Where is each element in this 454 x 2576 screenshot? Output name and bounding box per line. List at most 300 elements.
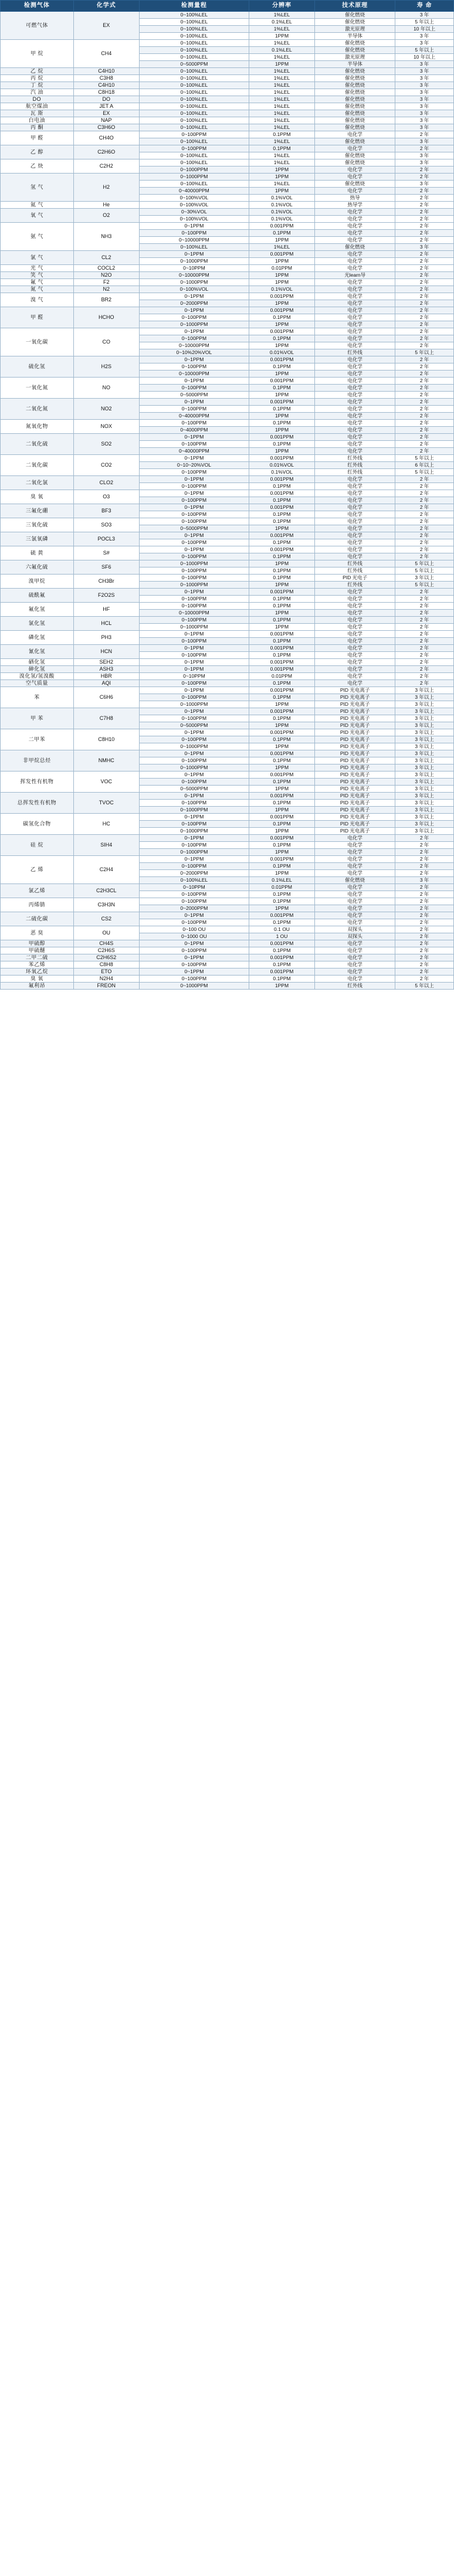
range-cell: 0~1000PPM [139, 258, 249, 265]
technology-cell: PID 光电离子 [315, 722, 395, 729]
range-cell: 0~100PPM [139, 842, 249, 849]
range-cell: 0~2000PPM [139, 905, 249, 912]
lifetime-cell: 2 年 [395, 237, 454, 244]
resolution-cell: 1%LEL [249, 103, 314, 110]
technology-cell: 电化学 [315, 230, 395, 237]
resolution-cell: 0.01%VOL [249, 462, 314, 469]
lifetime-cell: 3 年 [395, 181, 454, 188]
resolution-cell: 0.01%VOL [249, 349, 314, 356]
range-cell: 0~40000PPM [139, 413, 249, 420]
range-cell: 0~2000PPM [139, 870, 249, 877]
range-cell: 0~10000PPM [139, 342, 249, 349]
range-cell: 0~100%LEL [139, 68, 249, 75]
technology-cell: 电化学 [315, 335, 395, 342]
formula-cell: FREON [73, 983, 139, 990]
lifetime-cell: 2 年 [395, 216, 454, 223]
technology-cell: 电化学 [315, 976, 395, 983]
lifetime-cell: 5 年以上 [395, 560, 454, 567]
range-cell: 0~1PPM [139, 814, 249, 821]
lifetime-cell: 3 年 [395, 110, 454, 117]
lifetime-cell: 2 年 [395, 209, 454, 216]
table-row [1, 420, 454, 427]
gas-name-cell: 氟 气 [1, 279, 74, 286]
technology-cell: PID 光电离子 [315, 757, 395, 764]
table-row [1, 983, 454, 990]
range-cell: 0~100%LEL [139, 96, 249, 103]
table-row [1, 75, 454, 82]
resolution-cell: 1PPM [249, 525, 314, 532]
resolution-cell: 1%LEL [249, 124, 314, 131]
technology-cell: 电化学 [315, 476, 395, 483]
resolution-cell: 0.1PPM [249, 976, 314, 983]
lifetime-cell: 10 年以上 [395, 26, 454, 33]
lifetime-cell: 2 年 [395, 504, 454, 511]
lifetime-cell: 5 年以上 [395, 455, 454, 462]
technology-cell: 电化学 [315, 912, 395, 919]
technology-cell: 催化燃烧 [315, 124, 395, 131]
technology-cell: 电化学 [315, 539, 395, 546]
table-row [1, 96, 454, 103]
gas-name-cell: 氦 气 [1, 202, 74, 209]
technology-cell: 电化学 [315, 891, 395, 898]
range-cell: 0~100%LEL [139, 138, 249, 145]
technology-cell: 电化学 [315, 483, 395, 490]
lifetime-cell: 3 年以上 [395, 736, 454, 743]
technology-cell: 双探头 [315, 933, 395, 940]
gas-name-cell: 溴甲烷 [1, 575, 74, 589]
gas-name-cell: 硫化氢 [1, 356, 74, 378]
range-cell: 0~1PPM [139, 687, 249, 694]
table-row [1, 947, 454, 954]
table-row [1, 940, 454, 947]
range-cell: 0~1PPM [139, 659, 249, 666]
technology-cell: 催化燃烧 [315, 877, 395, 884]
technology-cell: 电化学 [315, 188, 395, 195]
table-row [1, 575, 454, 582]
gas-name-cell: 二氧化氯 [1, 476, 74, 490]
lifetime-cell: 5 年以上 [395, 349, 454, 356]
resolution-cell: 0.1PPM [249, 230, 314, 237]
technology-cell: 电化学 [315, 314, 395, 321]
gas-name-cell: 二甲二硫 [1, 954, 74, 961]
formula-cell: ETO [73, 968, 139, 976]
range-cell: 0~1000PPM [139, 166, 249, 174]
technology-cell: 红外线 [315, 567, 395, 575]
formula-cell: NAP [73, 117, 139, 124]
lifetime-cell: 2 年 [395, 406, 454, 413]
resolution-cell: 1PPM [249, 321, 314, 328]
range-cell: 0~1PPM [139, 356, 249, 363]
resolution-cell: 0.001PPM [249, 954, 314, 961]
gas-name-cell: 挥发性有机物 [1, 772, 74, 793]
lifetime-cell: 2 年 [395, 666, 454, 673]
lifetime-cell: 2 年 [395, 342, 454, 349]
technology-cell: 催化燃烧 [315, 12, 395, 19]
resolution-cell: 1PPM [249, 828, 314, 835]
technology-cell: 电化学 [315, 546, 395, 553]
table-row [1, 666, 454, 673]
technology-cell: 电化学 [315, 265, 395, 272]
table-row [1, 399, 454, 406]
formula-cell: OU [73, 926, 139, 940]
range-cell: 0~1PPM [139, 589, 249, 596]
gas-name-cell: 可燃气体 [1, 12, 74, 40]
technology-cell: 电化学 [315, 532, 395, 539]
resolution-cell: 1PPM [249, 174, 314, 181]
gas-name-cell: 臭 氧 [1, 976, 74, 983]
resolution-cell: 1PPM [249, 413, 314, 420]
resolution-cell: 0.001PPM [249, 307, 314, 314]
table-row [1, 328, 454, 335]
lifetime-cell: 3 年以上 [395, 575, 454, 582]
table-header-row [1, 1, 454, 12]
technology-cell: PID 光电离子 [315, 807, 395, 814]
technology-cell: 电化学 [315, 511, 395, 518]
lifetime-cell: 3 年以上 [395, 750, 454, 757]
gas-name-cell: 溴化氢/氢溴酸 [1, 673, 74, 680]
range-cell: 0~100 OU [139, 926, 249, 933]
table-row [1, 378, 454, 385]
resolution-cell: 0.001PPM [249, 328, 314, 335]
technology-cell: 激光原理 [315, 54, 395, 61]
range-cell: 0~100PPM [139, 961, 249, 968]
range-cell: 0~1PPM [139, 378, 249, 385]
table-row [1, 856, 454, 863]
gas-name-cell: 一氧化氮 [1, 378, 74, 399]
resolution-cell: 0.1PPM [249, 863, 314, 870]
resolution-cell: 0.1PPM [249, 757, 314, 764]
range-cell: 0~100%VOL [139, 216, 249, 223]
technology-cell: PID 光电离子 [315, 786, 395, 793]
gas-name-cell: 甲 醛 [1, 131, 74, 145]
lifetime-cell: 2 年 [395, 532, 454, 539]
formula-cell: C3H3N [73, 898, 139, 912]
technology-cell: 半导体 [315, 61, 395, 68]
formula-cell: SO3 [73, 518, 139, 532]
resolution-cell: 0.1PPM [249, 511, 314, 518]
lifetime-cell: 3 年以上 [395, 764, 454, 772]
technology-cell: 电化学 [315, 638, 395, 645]
resolution-cell: 0.1PPM [249, 314, 314, 321]
gas-name-cell: 乙 醇 [1, 145, 74, 159]
range-cell: 0~100%LEL [139, 47, 249, 54]
resolution-cell: 0.1PPM [249, 497, 314, 504]
resolution-cell: 1PPM [249, 624, 314, 631]
formula-cell: O3 [73, 490, 139, 504]
resolution-cell: 1PPM [249, 764, 314, 772]
formula-cell: C8H18 [73, 89, 139, 96]
resolution-cell: 1%LEL [249, 138, 314, 145]
technology-cell: 电化学 [315, 300, 395, 307]
technology-cell: 电化学 [315, 378, 395, 385]
range-cell: 0~100%LEL [139, 244, 249, 251]
gas-name-cell: 氢 气 [1, 174, 74, 202]
range-cell: 0~1PPM [139, 750, 249, 757]
range-cell: 0~1PPM [139, 476, 249, 483]
technology-cell: 激光原理 [315, 26, 395, 33]
lifetime-cell: 2 年 [395, 441, 454, 448]
table-row [1, 117, 454, 124]
range-cell: 0~100PPM [139, 539, 249, 546]
technology-cell: 电化学 [315, 673, 395, 680]
range-cell: 0~100%LEL [139, 103, 249, 110]
resolution-cell: 1PPM [249, 300, 314, 307]
resolution-cell: 0.1PPM [249, 567, 314, 575]
formula-cell: C6H6 [73, 687, 139, 708]
lifetime-cell: 3 年以上 [395, 793, 454, 800]
header-lifetime: 寿 命 [395, 1, 454, 12]
technology-cell: PID 光电离子 [315, 729, 395, 736]
technology-cell: 催化燃烧 [315, 19, 395, 26]
table-row [1, 560, 454, 567]
lifetime-cell: 2 年 [395, 589, 454, 596]
lifetime-cell: 3 年 [395, 244, 454, 251]
lifetime-cell: 2 年 [395, 427, 454, 434]
lifetime-cell: 2 年 [395, 174, 454, 181]
resolution-cell: 0.1PPM [249, 800, 314, 807]
range-cell: 0~100PPM [139, 947, 249, 954]
resolution-cell: 1%LEL [249, 181, 314, 188]
lifetime-cell: 2 年 [395, 905, 454, 912]
lifetime-cell: 5 年以上 [395, 567, 454, 575]
lifetime-cell: 2 年 [395, 961, 454, 968]
lifetime-cell: 2 年 [395, 940, 454, 947]
technology-cell: 电化学 [315, 666, 395, 673]
technology-cell: 热导 [315, 195, 395, 202]
gas-name-cell: 甲 烷 [1, 40, 74, 68]
gas-name-cell: 航空煤油 [1, 103, 74, 110]
resolution-cell: 0.1PPM [249, 715, 314, 722]
technology-cell: 电化学 [315, 659, 395, 666]
lifetime-cell: 2 年 [395, 856, 454, 863]
lifetime-cell: 3 年以上 [395, 722, 454, 729]
gas-name-cell: 笑 气 [1, 272, 74, 279]
technology-cell: 红外线 [315, 455, 395, 462]
resolution-cell: 0.001PPM [249, 455, 314, 462]
range-cell: 0~1PPM [139, 546, 249, 553]
range-cell: 0~1PPM [139, 912, 249, 919]
range-cell: 0~100PPM [139, 596, 249, 603]
formula-cell: BF3 [73, 504, 139, 518]
table-row [1, 961, 454, 968]
range-cell: 0~1PPM [139, 968, 249, 976]
technology-cell: 电化学 [315, 884, 395, 891]
resolution-cell: 0.1PPM [249, 736, 314, 743]
lifetime-cell: 3 年以上 [395, 743, 454, 750]
range-cell: 0~5000PPM [139, 392, 249, 399]
table-row [1, 490, 454, 497]
lifetime-cell: 2 年 [395, 166, 454, 174]
formula-cell: NOX [73, 420, 139, 434]
range-cell: 0~1PPM [139, 490, 249, 497]
technology-cell: 电化学 [315, 856, 395, 863]
table-row [1, 68, 454, 75]
technology-cell: 电化学 [315, 448, 395, 455]
technology-cell: 红外线 [315, 560, 395, 567]
resolution-cell: 0.1%LEL [249, 19, 314, 26]
range-cell: 0~100PPM [139, 314, 249, 321]
resolution-cell: 0.1%VOL [249, 469, 314, 476]
table-row [1, 251, 454, 258]
technology-cell: 电化学 [315, 251, 395, 258]
range-cell: 0~1000PPM [139, 849, 249, 856]
gas-name-cell: 砷化氢 [1, 666, 74, 673]
lifetime-cell: 2 年 [395, 968, 454, 976]
lifetime-cell: 2 年 [395, 546, 454, 553]
technology-cell: 双探头 [315, 926, 395, 933]
range-cell: 0~30%VOL [139, 209, 249, 216]
gas-name-cell: 二氧化硫 [1, 434, 74, 455]
range-cell: 0~10000PPM [139, 371, 249, 378]
technology-cell: 电化学 [315, 497, 395, 504]
technology-cell: 光learn导 [315, 272, 395, 279]
lifetime-cell: 2 年 [395, 553, 454, 560]
formula-cell: C3H6O [73, 124, 139, 131]
technology-cell: PID 光电离子 [315, 743, 395, 750]
technology-cell: 催化燃烧 [315, 159, 395, 166]
technology-cell: PID 光电离子 [315, 828, 395, 835]
gas-name-cell: 乙 烯 [1, 856, 74, 884]
formula-cell: C7H8 [73, 708, 139, 729]
technology-cell: 电化学 [315, 216, 395, 223]
resolution-cell: 0.001PPM [249, 729, 314, 736]
gas-name-cell: 丁 烷 [1, 82, 74, 89]
formula-cell: H2 [73, 174, 139, 202]
range-cell: 0~10000PPM [139, 272, 249, 279]
table-row [1, 272, 454, 279]
technology-cell: 电化学 [315, 145, 395, 152]
gas-name-cell: 甲硫醇 [1, 940, 74, 947]
range-cell: 0~100PPM [139, 518, 249, 525]
technology-cell: 电化学 [315, 968, 395, 976]
table-row [1, 954, 454, 961]
lifetime-cell: 2 年 [395, 363, 454, 371]
resolution-cell: 0.1PPM [249, 842, 314, 849]
lifetime-cell: 2 年 [395, 286, 454, 293]
lifetime-cell: 3 年以上 [395, 757, 454, 764]
lifetime-cell: 5 年以上 [395, 582, 454, 589]
table-row [1, 708, 454, 715]
lifetime-cell: 3 年 [395, 159, 454, 166]
lifetime-cell: 2 年 [395, 202, 454, 209]
range-cell: 0~10000PPM [139, 610, 249, 617]
range-cell: 0~1000PPM [139, 828, 249, 835]
lifetime-cell: 2 年 [395, 603, 454, 610]
resolution-cell: 0.1%VOL [249, 195, 314, 202]
gas-name-cell: 白电油 [1, 117, 74, 124]
range-cell: 0~1PPM [139, 835, 249, 842]
resolution-cell: 0.1PPM [249, 385, 314, 392]
resolution-cell: 0.001PPM [249, 659, 314, 666]
table-row [1, 124, 454, 131]
lifetime-cell: 3 年 [395, 877, 454, 884]
technology-cell: 电化学 [315, 166, 395, 174]
resolution-cell: 0.001PPM [249, 293, 314, 300]
lifetime-cell: 2 年 [395, 293, 454, 300]
lifetime-cell: 5 年以上 [395, 469, 454, 476]
resolution-cell: 1%LEL [249, 110, 314, 117]
formula-cell: HF [73, 603, 139, 617]
formula-cell: F2 [73, 279, 139, 286]
formula-cell: CO2 [73, 455, 139, 476]
technology-cell: 电化学 [315, 342, 395, 349]
range-cell: 0~5000PPM [139, 525, 249, 532]
range-cell: 0~100%LEL [139, 75, 249, 82]
resolution-cell: 1PPM [249, 722, 314, 729]
range-cell: 0~100PPM [139, 891, 249, 898]
resolution-cell: 0.1PPM [249, 617, 314, 624]
table-row [1, 645, 454, 652]
technology-cell: PID 光电离子 [315, 764, 395, 772]
formula-cell: JET A [73, 103, 139, 110]
range-cell: 0~100PPM [139, 898, 249, 905]
resolution-cell: 1PPM [249, 237, 314, 244]
range-cell: 0~100PPM [139, 420, 249, 427]
gas-name-cell: 磷化氢 [1, 631, 74, 645]
lifetime-cell: 2 年 [395, 314, 454, 321]
formula-cell: AQI [73, 680, 139, 687]
range-cell: 0~1000PPM [139, 174, 249, 181]
gas-name-cell: 丙烯腈 [1, 898, 74, 912]
lifetime-cell: 3 年以上 [395, 800, 454, 807]
table-row [1, 202, 454, 209]
lifetime-cell: 2 年 [395, 321, 454, 328]
formula-cell: NO [73, 378, 139, 399]
technology-cell: 电化学 [315, 392, 395, 399]
technology-cell: 电化学 [315, 525, 395, 532]
resolution-cell: 1PPM [249, 807, 314, 814]
resolution-cell: 1PPM [249, 371, 314, 378]
formula-cell: SF6 [73, 560, 139, 575]
technology-cell: 电化学 [315, 596, 395, 603]
lifetime-cell: 2 年 [395, 659, 454, 666]
range-cell: 0~100PPM [139, 976, 249, 983]
resolution-cell: 0.001PPM [249, 645, 314, 652]
lifetime-cell: 2 年 [395, 131, 454, 138]
lifetime-cell: 2 年 [395, 188, 454, 195]
technology-cell: 电化学 [315, 174, 395, 181]
lifetime-cell: 2 年 [395, 307, 454, 314]
lifetime-cell: 3 年 [395, 40, 454, 47]
technology-cell: 电化学 [315, 406, 395, 413]
technology-cell: 电化学 [315, 413, 395, 420]
lifetime-cell: 2 年 [395, 223, 454, 230]
technology-cell: 电化学 [315, 223, 395, 230]
resolution-cell: 1PPM [249, 701, 314, 708]
range-cell: 0~10000PPM [139, 237, 249, 244]
range-cell: 0~100PPM [139, 553, 249, 560]
lifetime-cell: 3 年 [395, 82, 454, 89]
lifetime-cell: 3 年以上 [395, 814, 454, 821]
gas-name-cell: 三氧化硫 [1, 518, 74, 532]
gas-name-cell: 硅 烷 [1, 835, 74, 856]
gas-name-cell: 氯乙烯 [1, 884, 74, 898]
resolution-cell: 1PPM [249, 786, 314, 793]
table-row [1, 455, 454, 462]
formula-cell: C3H8 [73, 75, 139, 82]
lifetime-cell: 2 年 [395, 842, 454, 849]
gas-name-cell: 三氯氧磷 [1, 532, 74, 546]
range-cell: 0~100PPM [139, 497, 249, 504]
gas-name-cell: 氧 气 [1, 209, 74, 223]
lifetime-cell: 3 年以上 [395, 779, 454, 786]
gas-name-cell: 非甲烷总烃 [1, 750, 74, 772]
formula-cell: CH4O [73, 131, 139, 145]
formula-cell: CS2 [73, 912, 139, 926]
table-row [1, 772, 454, 779]
resolution-cell: 0.001PPM [249, 940, 314, 947]
formula-cell: C8H10 [73, 729, 139, 750]
